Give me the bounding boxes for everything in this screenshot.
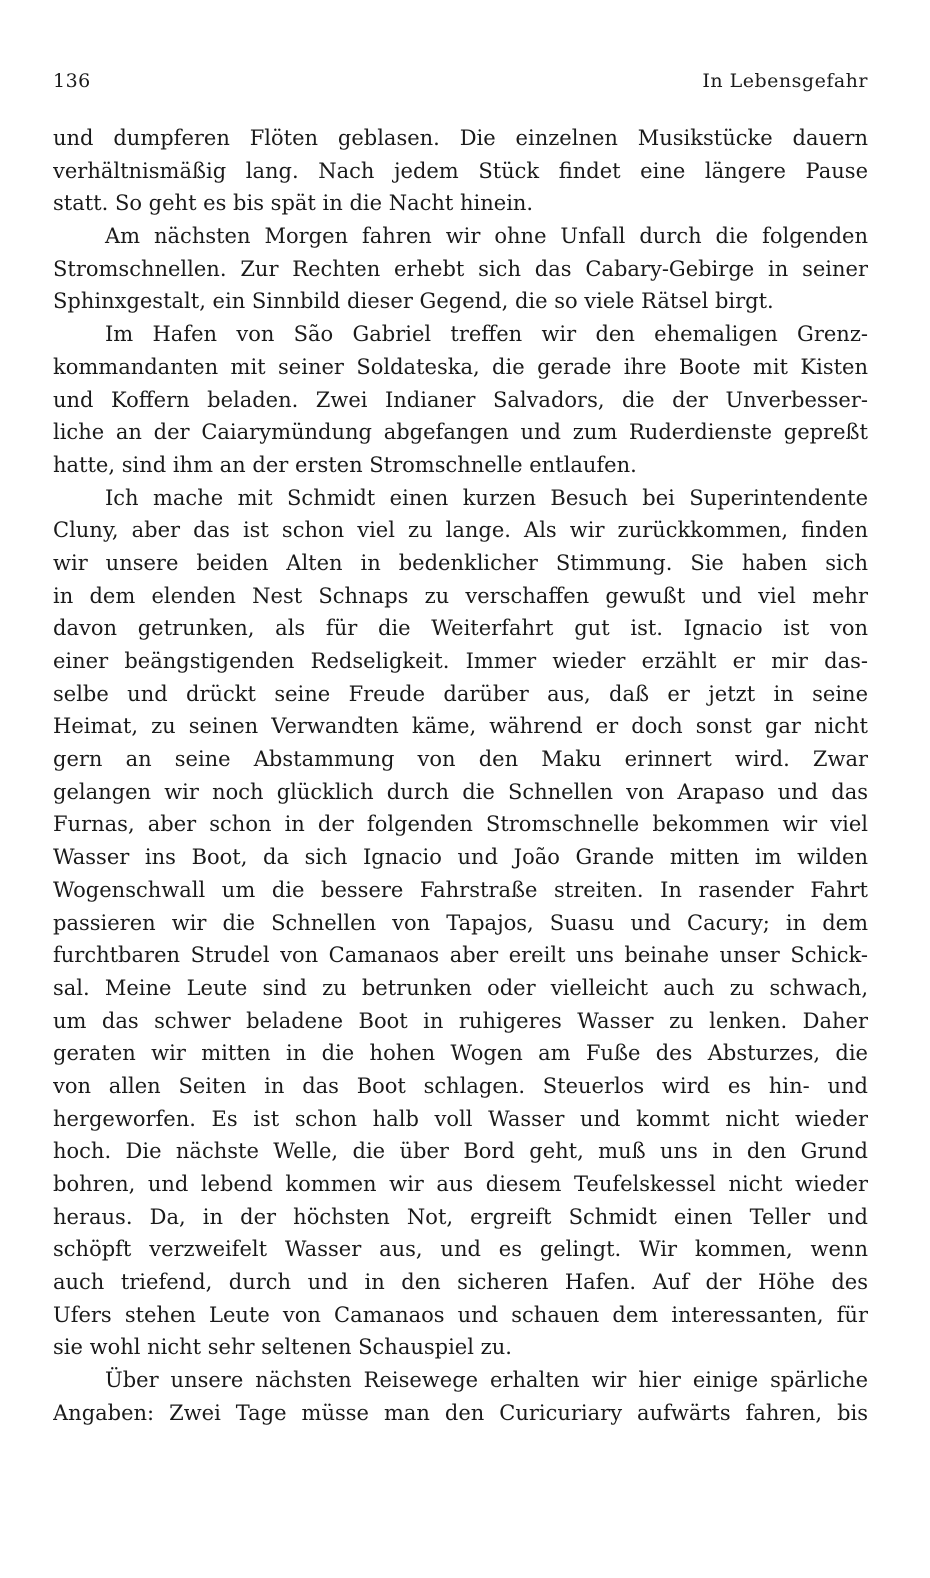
text-line: verhältnismäßig lang. Nach jedem Stück findet eine längere Pause — [53, 158, 868, 183]
text-line: Ich mache mit Schmidt einen kurzen Besuch bei Superintendente — [105, 485, 868, 510]
text-line: Ufers stehen Leute von Camanaos und schauen dem interessanten, für — [53, 1302, 868, 1327]
paragraph — [53, 220, 868, 318]
text-line: passieren wir die Schnellen von Tapajos, Suasu und Cacury; in dem — [53, 910, 868, 935]
text-line: und Koffern beladen. Zwei Indianer Salvadors, die der Unverbesser- — [53, 387, 868, 412]
text-line: kommandanten mit seiner Soldateska, die gerade ihre Boote mit Kisten — [53, 354, 868, 379]
paragraph — [53, 482, 868, 1365]
page-header — [53, 70, 868, 100]
text-line: hatte, sind ihm an der ersten Stromschnelle entlaufen. — [53, 452, 637, 477]
text-line: in dem elenden Nest Schnaps zu verschaffen gewußt und viel mehr — [53, 583, 868, 608]
text-line: Wogenschwall um die bessere Fahrstraße streiten. In rasender Fahrt — [53, 877, 868, 902]
text-line: Furnas, aber schon in der folgenden Stromschnelle bekommen wir viel — [53, 812, 868, 837]
text-line: furchtbaren Strudel von Camanaos aber ereilt uns beinahe unser Schick- — [53, 943, 868, 968]
text-line: selbe und drückt seine Freude darüber aus, daß er jetzt in seine — [53, 681, 868, 706]
text-line: gelangen wir noch glücklich durch die Schnellen von Arapaso und das — [53, 779, 868, 804]
text-line: und dumpferen Flöten geblasen. Die einzelnen Musikstücke dauern — [53, 126, 868, 150]
text-line: Stromschnellen. Zur Rechten erhebt sich das Cabary-Gebirge in seiner — [53, 256, 868, 281]
text-line: sal. Meine Leute sind zu betrunken oder vielleicht auch zu schwach, — [53, 975, 868, 1000]
running-head: In Lebensgefahr — [702, 70, 868, 92]
text-line: Wasser ins Boot, da sich Ignacio und João Grande mitten im wilden — [53, 845, 868, 870]
text-line: Heimat, zu seinen Verwandten käme, während er doch sonst gar nicht — [53, 714, 868, 739]
page-number: 136 — [53, 70, 91, 92]
text-line: schöpft verzweifelt Wasser aus, und es gelingt. Wir kommen, wenn — [53, 1237, 868, 1262]
text-line: statt. So geht es bis spät in die Nacht hinein. — [53, 191, 534, 216]
body-text — [53, 122, 868, 1430]
text-line: einer beängstigenden Redseligkeit. Immer wieder erzählt er mir das- — [53, 649, 868, 673]
text-line: hergeworfen. Es ist schon halb voll Wasser und kommt nicht wieder — [53, 1106, 868, 1131]
text-line: Cluny, aber das ist schon viel zu lange. Als wir zurückkommen, finden — [53, 518, 868, 543]
text-line: Am nächsten Morgen fahren wir ohne Unfall durch die folgenden — [105, 224, 868, 249]
text-line: hoch. Die nächste Welle, die über Bord geht, muß uns in den Grund — [53, 1139, 868, 1164]
paragraph — [53, 1364, 868, 1429]
text-line: Über unsere nächsten Reisewege erhalten wir hier einige spärliche — [105, 1368, 868, 1393]
text-line: Angaben: Zwei Tage müsse man den Curicuriary aufwärts fahren, bis — [53, 1400, 868, 1425]
text-line: gern an seine Abstammung von den Maku erinnert wird. Zwar — [53, 747, 868, 772]
text-line: geraten wir mitten in die hohen Wogen am Fuße des Absturzes, die — [53, 1041, 868, 1066]
text-line: Im Hafen von São Gabriel treffen wir den ehemaligen Grenz- — [105, 322, 868, 347]
text-line: um das schwer beladene Boot in ruhigeres Wasser zu lenken. Daher — [53, 1008, 868, 1033]
text-line: liche an der Caiarymündung abgefangen und zum Ruderdienste gepreßt — [53, 420, 868, 445]
text-line: von allen Seiten in das Boot schlagen. Steuerlos wird es hin- und — [53, 1073, 868, 1098]
text-line: davon getrunken, als für die Weiterfahrt gut ist. Ignacio ist von — [53, 616, 868, 641]
paragraph — [53, 318, 868, 481]
paragraph — [53, 122, 868, 220]
text-line: bohren, und lebend kommen wir aus diesem Teufelskessel nicht wieder — [53, 1172, 868, 1196]
text-line: heraus. Da, in der höchsten Not, ergreift Schmidt einen Teller und — [53, 1204, 868, 1229]
text-line: wir unsere beiden Alten in bedenklicher Stimmung. Sie haben sich — [53, 550, 868, 575]
text-line: Sphinxgestalt, ein Sinnbild dieser Gegend, die so viele Rätsel birgt. — [53, 289, 774, 314]
text-line: auch triefend, durch und in den sicheren Hafen. Auf der Höhe des — [53, 1270, 868, 1295]
text-line: sie wohl nicht sehr seltenen Schauspiel zu. — [53, 1335, 512, 1360]
